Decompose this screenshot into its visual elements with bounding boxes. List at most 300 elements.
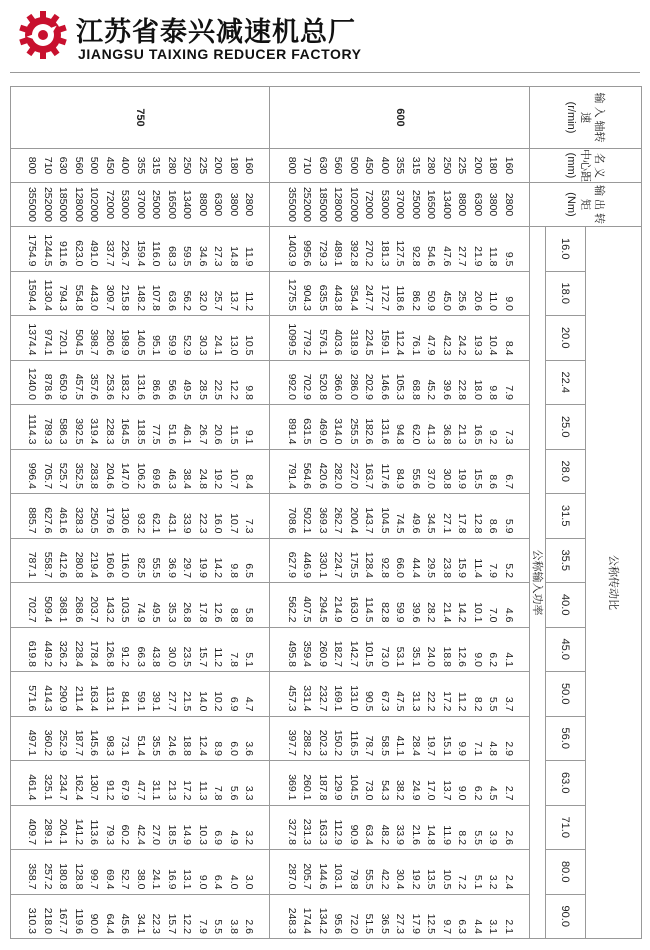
power-column [11,894,271,939]
power-value: 4.6 [503,607,515,623]
power-value: 50.9 [425,290,438,311]
output-torque-value: 3800 [487,192,500,217]
power-value: 24.9 [410,780,422,801]
power-value: 4.7 [243,696,256,712]
power-value: 59.9 [166,335,178,356]
power-rating-table-container [10,86,642,938]
center-distance-value: 180 [487,156,500,175]
power-value: 17.2 [441,691,453,712]
power-value: 13.7 [441,780,453,801]
power-value: 10.4 [487,335,500,356]
power-value: 35.1 [410,646,422,667]
power-value: 66.0 [394,557,407,578]
power-value: 3.3 [243,785,256,801]
power-value: 911.6 [57,241,70,267]
power-value: 6.2 [472,785,484,801]
center-distance-value: 315 [410,156,422,175]
power-value: 38.2 [394,780,407,801]
output-torque-value: 102000 [348,186,360,223]
center-distance-value: 355 [135,156,147,175]
power-value: 352.5 [73,462,85,489]
power-value: 787.1 [26,551,39,578]
power-value: 5.6 [228,785,240,801]
power-value: 995.6 [301,240,314,267]
table-body [11,87,530,939]
power-value: 53.1 [394,646,407,667]
power-value: 3.9 [487,830,500,845]
power-value: 253.6 [104,373,116,400]
power-value: 19.9 [197,557,209,578]
power-value: 218.0 [42,907,54,934]
power-value: 28.5 [197,379,209,400]
power-value: 163.4 [88,685,101,712]
output-torque-value: 128000 [73,186,85,223]
output-torque-value: 355000 [286,186,298,223]
power-value: 19.7 [425,735,438,756]
power-value: 94.8 [394,424,407,445]
ratio-header: 25.0 [546,405,586,450]
power-column [270,494,530,539]
center-distance-value: 250 [181,156,194,175]
power-value: 10.7 [228,468,240,489]
power-value: 118.5 [135,419,147,445]
center-distance-value: 560 [73,156,85,175]
power-value: 8.2 [472,696,484,712]
power-value: 12.2 [181,913,194,934]
power-value: 234.7 [57,774,70,801]
power-value: 47.6 [441,246,453,267]
power-value: 9.8 [243,385,256,400]
power-value: 525.7 [57,462,70,489]
center-distance-value: 400 [379,156,391,175]
power-value: 9.0 [472,652,484,667]
power-value: 36.9 [166,557,178,578]
power-value: 51.5 [363,913,376,934]
power-value: 101.5 [363,640,376,667]
power-value: 232.7 [317,685,329,712]
power-value: 1099.5 [286,323,298,356]
output-torque-value: 252000 [301,186,314,223]
power-value: 54.6 [425,246,438,267]
power-value: 10.5 [243,335,256,356]
power-value: 586.3 [57,418,70,445]
input-speed-value: 750 [11,87,271,149]
power-value: 18.8 [181,735,194,756]
power-value: 627.9 [286,551,298,578]
power-value: 162.4 [73,774,85,801]
output-torque-value: 102000 [88,186,101,223]
power-value: 13.0 [228,335,240,356]
power-value: 28.4 [410,735,422,756]
power-value: 93.2 [135,513,147,534]
center-distance-value: 630 [57,156,70,175]
power-value: 45.6 [119,913,132,934]
power-value: 571.6 [26,685,39,712]
power-value: 33.9 [181,513,194,534]
power-value: 174.4 [301,907,314,934]
center-distance-value: 560 [332,156,345,175]
power-value: 443.8 [332,284,345,311]
power-value: 6.3 [456,919,469,934]
power-value: 7.3 [243,518,256,534]
center-distance-value: 225 [456,156,469,175]
power-value: 457.5 [73,373,85,400]
power-value: 51.6 [166,424,178,445]
power-value: 47.7 [135,780,147,801]
power-value: 104.5 [348,774,360,801]
power-value: 26.7 [197,424,209,445]
output-torque-value: 25000 [410,189,422,220]
power-value: 187.8 [317,774,329,801]
power-value: 270.2 [363,240,376,267]
power-value: 14.9 [181,824,194,845]
power-value: 3.1 [487,919,500,934]
power-value: 635.5 [317,284,329,311]
power-column [11,227,271,272]
power-column [11,360,271,405]
power-value: 204.1 [57,818,70,845]
power-value: 39.1 [150,691,163,712]
power-value: 95.6 [332,913,345,934]
power-column [270,449,530,494]
output-torque-value: 25000 [150,189,163,220]
power-value: 63.4 [363,824,376,845]
power-value: 7.0 [487,607,500,623]
center-distance-value: 280 [166,156,178,175]
power-value: 2.9 [503,741,515,756]
power-value: 159.4 [135,240,147,267]
power-value: 38.0 [135,869,147,890]
power-value: 24.6 [166,735,178,756]
power-value: 262.7 [332,507,345,534]
power-value: 11.2 [243,291,256,311]
power-value: 226.7 [119,240,132,267]
power-value: 21.6 [410,824,422,845]
ratio-header: 18.0 [546,271,586,316]
output-torque-value: 2800 [243,192,256,217]
power-value: 247.7 [363,284,376,311]
center-distance-value: 400 [119,156,132,175]
power-value: 74.9 [135,602,147,623]
input-speed-header: 输 入 轴转速 (r/min) [530,87,642,149]
power-value: 6.9 [212,830,225,845]
power-value: 130.6 [119,507,132,534]
power-value: 289.1 [42,818,54,845]
power-value: 996.4 [26,462,39,489]
power-value: 3.7 [503,696,515,712]
power-value: 95.1 [150,335,163,356]
power-value: 16.5 [472,424,484,445]
power-value: 702.7 [26,596,39,623]
power-value: 21.5 [181,691,194,712]
power-value: 564.6 [301,462,314,489]
power-value: 6.5 [243,563,256,578]
power-value: 359.4 [301,640,314,667]
power-value: 6.0 [228,741,240,756]
power-value: 5.5 [472,830,484,845]
power-value: 495.8 [286,640,298,667]
power-value: 446.9 [301,551,314,578]
power-value: 106.2 [135,462,147,489]
power-value: 9.0 [456,785,469,801]
power-value: 1130.4 [42,279,54,311]
power-value: 11.9 [441,825,453,845]
output-torque-value: 53000 [379,189,391,220]
power-value: 397.7 [286,729,298,756]
power-value: 35.5 [150,735,163,756]
output-torque-value: 13400 [441,189,453,220]
power-value: 280.6 [104,329,116,356]
power-value: 250.5 [88,507,101,534]
power-column [270,805,530,850]
power-value: 55.5 [150,557,163,578]
power-value: 112.9 [332,819,345,845]
power-value: 11.2 [212,647,225,667]
power-value: 43.1 [166,513,178,534]
power-value: 84.1 [119,691,132,712]
power-value: 42.2 [379,869,391,890]
power-value: 126.8 [104,640,116,667]
power-column [270,894,530,939]
power-value: 12.2 [228,379,240,400]
power-value: 1114.3 [26,413,39,445]
power-value: 34.6 [197,246,209,267]
output-torque-value: 355000 [26,186,39,223]
speed-block-row [270,87,530,939]
ratio-header: 45.0 [546,627,586,672]
ratio-header: 28.0 [546,449,586,494]
power-value: 56.6 [166,379,178,400]
ratio-header: 50.0 [546,672,586,717]
center-distance-value: 160 [503,156,515,175]
power-value: 22.3 [197,513,209,534]
power-value: 49.5 [181,379,194,400]
power-value: 318.9 [348,329,360,356]
power-value: 2.7 [503,785,515,801]
power-value: 51.4 [135,735,147,756]
power-value: 143.7 [363,507,376,534]
power-value: 39.6 [441,379,453,400]
power-value: 326.2 [57,640,70,667]
power-column [270,360,530,405]
power-value: 354.4 [348,284,360,311]
power-value: 702.9 [301,373,314,400]
power-value: 1594.4 [26,278,39,311]
power-value: 10.2 [212,691,225,712]
power-value: 69.4 [104,869,116,890]
power-value: 623.0 [73,240,85,267]
power-value: 19.2 [410,869,422,890]
power-value: 16.9 [166,869,178,890]
output-torque-value: 185000 [57,186,70,223]
power-value: 10.3 [197,824,209,845]
power-value: 7.8 [228,652,240,667]
power-value: 228.4 [73,640,85,667]
power-value: 17.8 [456,513,469,534]
power-value: 92.8 [379,557,391,578]
power-value: 10.5 [441,869,453,890]
power-value: 215.8 [119,284,132,311]
power-value: 878.6 [42,373,54,400]
power-value: 42.3 [441,335,453,356]
output-torque-value: 6300 [212,192,225,217]
power-value: 68.8 [410,379,422,400]
power-value: 34.1 [135,913,147,934]
power-value: 14.2 [456,602,469,623]
power-value: 12.8 [472,513,484,534]
power-value: 10.7 [228,513,240,534]
power-value: 1403.9 [286,234,298,267]
power-value: 17.2 [181,780,194,801]
center-distance-column [11,149,271,183]
power-title: 公称输入功率 [530,227,546,939]
power-value: 27.3 [212,246,225,267]
power-value: 357.6 [88,373,101,400]
power-column [11,271,271,316]
power-value: 45.2 [425,379,438,400]
output-torque-column [270,183,530,227]
power-value: 891.4 [286,418,298,445]
power-value: 82.8 [379,602,391,623]
power-value: 198.9 [119,329,132,356]
power-value: 20.6 [212,424,225,445]
power-value: 29.5 [425,557,438,578]
power-value: 30.3 [197,335,209,356]
ratio-header: 31.5 [546,494,586,539]
power-value: 974.1 [42,329,54,356]
power-value: 22.5 [212,379,225,400]
power-value: 18.0 [472,379,484,400]
power-value: 489.1 [332,240,345,267]
power-value: 36.8 [441,424,453,445]
power-value: 6.2 [487,652,500,667]
power-value: 3.8 [228,919,240,934]
power-value: 15.9 [456,557,469,578]
power-value: 183.2 [119,373,132,400]
power-value: 35.3 [166,602,178,623]
power-value: 42.4 [135,824,147,845]
power-value: 169.1 [332,685,345,712]
power-value: 116.0 [150,241,163,267]
power-value: 113.6 [88,819,101,845]
ratio-header: 20.0 [546,316,586,361]
power-value: 60.2 [119,824,132,845]
power-value: 3.0 [243,874,256,890]
power-column [11,538,271,583]
power-value: 9.9 [456,741,469,756]
power-value: 26.8 [181,602,194,623]
output-torque-value: 252000 [42,186,54,223]
power-value: 205.7 [301,863,314,890]
power-value: 27.3 [394,913,407,934]
power-value: 90.0 [88,913,101,934]
power-column [270,271,530,316]
center-distance-value: 500 [88,156,101,175]
power-value: 11.8 [487,246,500,267]
output-torque-value: 53000 [119,189,132,220]
power-value: 7.3 [503,429,515,445]
power-value: 11.3 [197,780,209,801]
power-column [11,805,271,850]
gear-logo-icon [18,10,68,60]
power-value: 904.3 [301,284,314,311]
power-value: 328.3 [73,507,85,534]
power-value: 41.3 [425,424,438,445]
power-value: 52.7 [119,869,132,890]
power-value: 144.6 [317,863,329,890]
input-speed-value: 600 [270,87,530,149]
power-value: 5.1 [243,652,256,667]
power-column [270,627,530,672]
power-value: 407.5 [301,596,314,623]
power-value: 461.4 [26,774,39,801]
power-column [270,850,530,895]
power-value: 23.5 [181,646,194,667]
output-torque-value: 128000 [332,186,345,223]
ratio-header: 40.0 [546,583,586,628]
ratio-title: 公称传动比 [586,227,642,939]
power-value: 558.7 [42,551,54,578]
power-value: 28.2 [425,602,438,623]
ratio-header: 56.0 [546,716,586,761]
power-value: 24.1 [150,869,163,890]
power-value: 1275.5 [286,278,298,311]
power-rating-table [10,86,642,939]
power-value: 41.1 [394,735,407,756]
center-distance-value: 710 [42,156,54,175]
power-value: 167.7 [57,907,70,934]
ratio-header: 90.0 [546,894,586,939]
power-value: 720.1 [57,329,70,356]
power-value: 290.9 [57,685,70,712]
power-value: 140.5 [135,329,147,356]
power-value: 30.8 [441,468,453,489]
power-value: 72.0 [348,913,360,934]
power-value: 255.5 [348,418,360,445]
power-value: 27.1 [441,513,453,534]
power-value: 5.2 [503,563,515,578]
output-torque-value: 72000 [104,189,116,220]
power-value: 497.1 [26,729,39,756]
power-column [270,761,530,806]
power-value: 4.5 [487,785,500,801]
power-value: 7.2 [456,874,469,890]
power-value: 260.9 [317,640,329,667]
power-value: 74.5 [394,513,407,534]
power-value: 47.9 [425,335,438,356]
power-value: 92.8 [410,246,422,267]
power-value: 180.8 [57,863,70,890]
power-value: 22.8 [456,379,469,400]
power-column [11,850,271,895]
power-value: 282.0 [332,462,345,489]
power-value: 182.7 [332,640,345,667]
ratio-header: 63.0 [546,761,586,806]
power-value: 23.8 [441,557,453,578]
output-torque-column [11,183,271,227]
power-value: 403.6 [332,329,345,356]
center-distance-value: 500 [348,156,360,175]
power-value: 5.9 [503,518,515,534]
center-distance-value: 630 [317,156,329,175]
output-torque-value: 72000 [363,189,376,220]
power-value: 77.5 [150,424,163,445]
speed-block-row [11,87,271,939]
power-value: 91.2 [119,646,132,667]
output-torque-value: 6300 [472,192,484,217]
power-value: 73.0 [379,646,391,667]
power-column [270,538,530,583]
